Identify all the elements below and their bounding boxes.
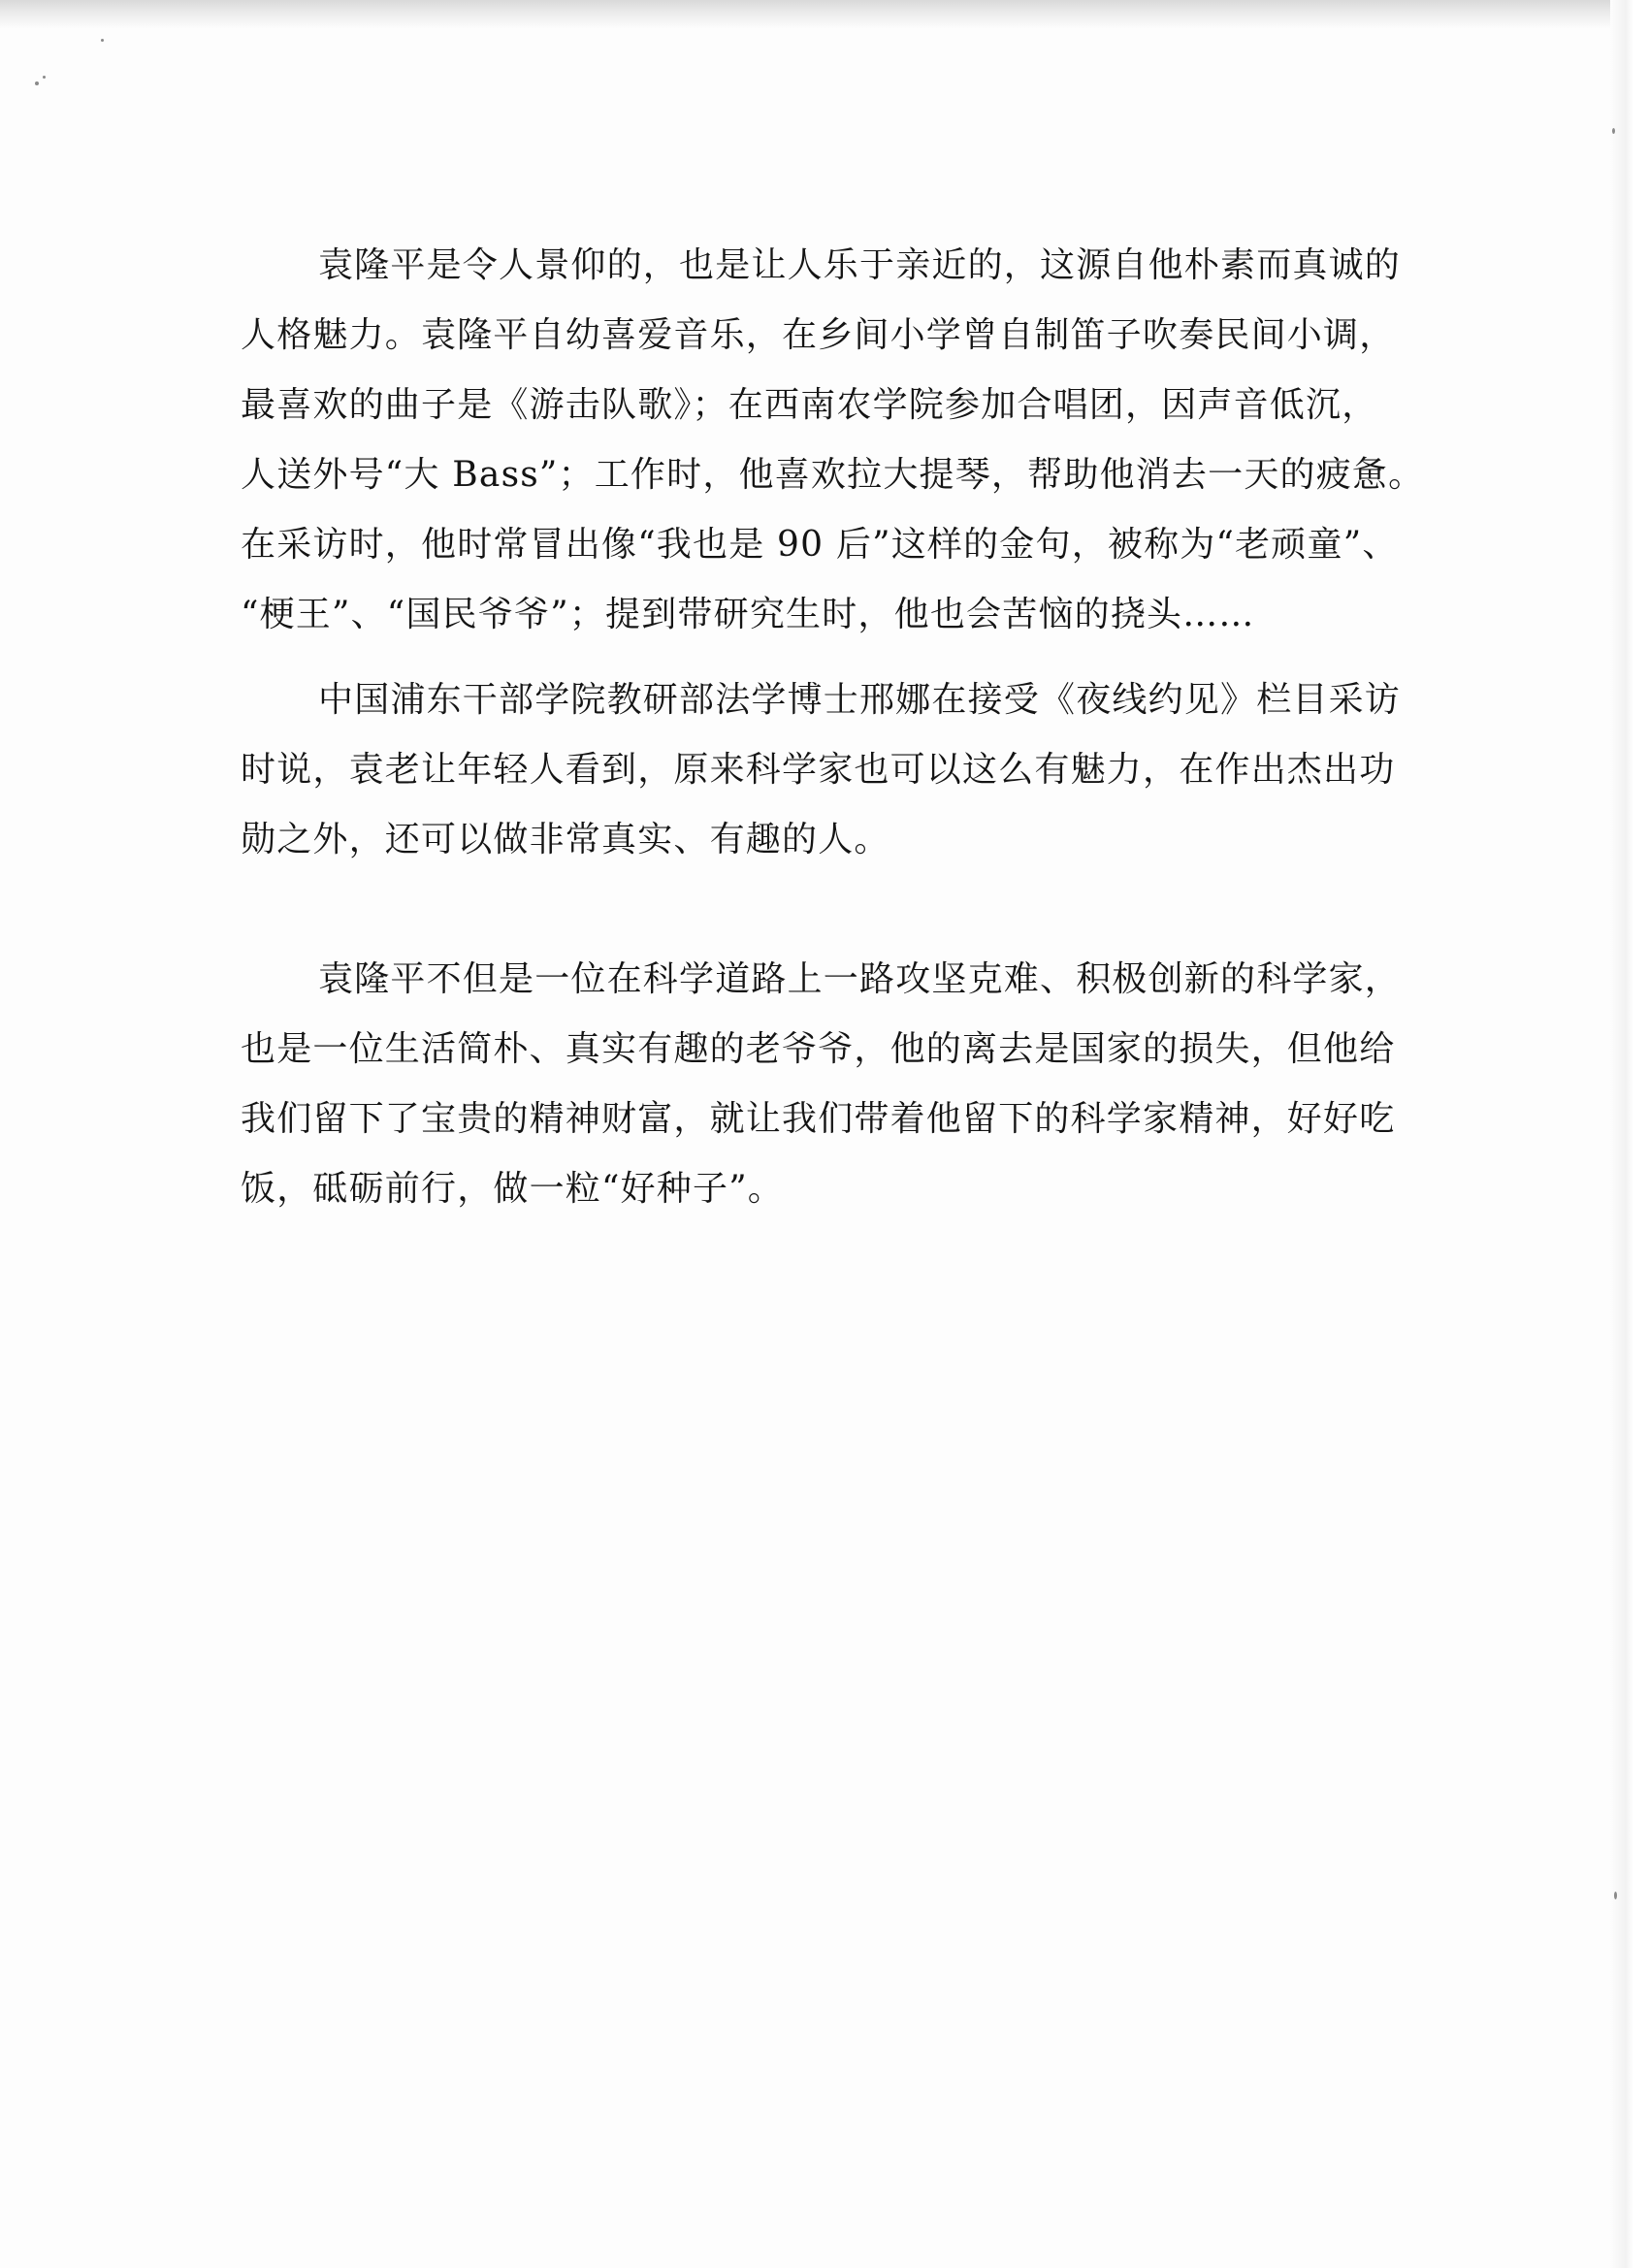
paragraph-line: 时说，袁老让年轻人看到，原来科学家也可以这么有魅力，在作出杰出功 [241,750,1396,790]
scan-speck [1614,1892,1617,1899]
paragraph-line: 袁隆平是令人景仰的，也是让人乐于亲近的，这源自他朴素而真诚的 [318,245,1402,285]
paragraph-personality [241,231,1424,650]
paragraph-line: 饭，砥砺前行，做一粒“好种子”。 [241,1169,785,1209]
paragraph-line: 人格魅力。袁隆平自幼喜爱音乐，在乡间小学曾自制笛子吹奏民间小调， [241,315,1396,355]
scan-speck [35,81,39,85]
paragraph-line: 最喜欢的曲子是《游击队歌》；在西南农学院参加合唱团，因声音低沉， [241,385,1378,425]
paragraph-line: 在采访时，他时常冒出像“我也是 90 后”这样的金句，被称为“老顽童”、 [241,525,1399,565]
paragraph-line: 也是一位生活简朴、真实有趣的老爷爷，他的离去是国家的损失，但他给 [241,1029,1396,1069]
paragraph-line: 袁隆平不但是一位在科学道路上一路攻坚克难、积极创新的科学家， [318,959,1402,999]
scan-shadow-top [0,0,1649,29]
scan-speck [101,39,104,42]
scan-speck [1612,128,1615,134]
paragraph-line: 我们留下了宝贵的精神财富，就让我们带着他留下的科学家精神，好好吃 [241,1099,1396,1139]
scan-speck [43,76,46,79]
paragraph-line: 人送外号“大 Bass”；工作时，他喜欢拉大提琴，帮助他消去一天的疲惫。 [241,455,1425,495]
paragraph-line: 中国浦东干部学院教研部法学博士邢娜在接受《夜线约见》栏目采访 [318,680,1402,720]
paragraph-line: 勋之外，还可以做非常真实、有趣的人。 [241,820,890,859]
paragraph-interview-quote [241,665,1401,875]
paragraph-line: “梗王”、“国民爷爷”；提到带研究生时，他也会苦恼的挠头…… [241,595,1255,634]
scan-shadow-right [1610,0,1649,2268]
paragraph-conclusion [241,945,1401,1224]
